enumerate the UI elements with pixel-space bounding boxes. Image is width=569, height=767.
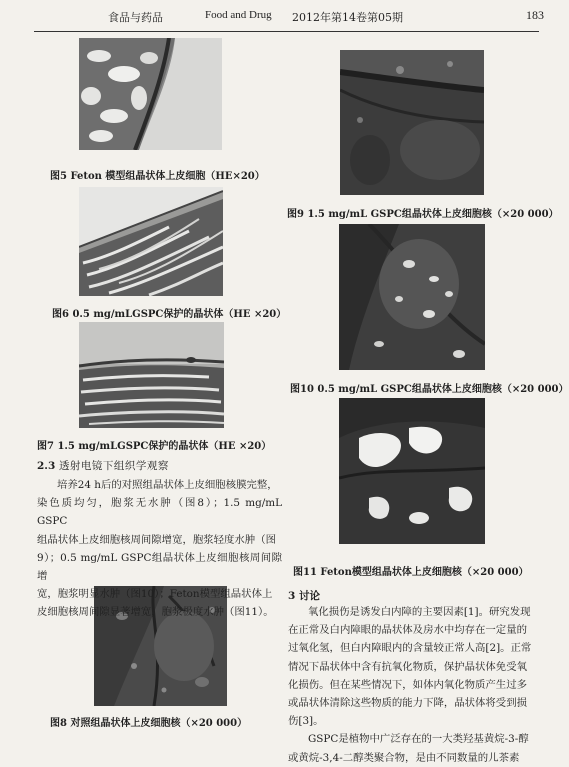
body-line: 宽，胞浆明显水肿（图10）；Feton模型组晶状体上 <box>37 588 273 601</box>
body-line: 皮细胞核周间隙显著增宽，胞浆极度水肿（图11）。 <box>37 606 274 619</box>
figure-9-caption: 图9 1.5 mg/mL GSPC组晶状体上皮细胞核（×20 000） <box>287 209 559 220</box>
figure-7-micrograph <box>79 322 224 428</box>
journal-title-en: Food and Drug <box>205 9 272 21</box>
figure-11-caption: 图11 Feton模型组晶状体上皮细胞核（×20 000） <box>293 567 529 578</box>
figure-11-micrograph <box>339 398 485 544</box>
body-line: 伤[3]。 <box>288 715 324 728</box>
page-number: 183 <box>526 8 544 22</box>
body-line: 过氧化氢，但白内障眼内的含量较正常人高[2]。正常 <box>288 642 532 655</box>
body-line: 氧化损伤是诱发白内障的主要因素[1]。研究发现 <box>308 606 531 618</box>
figure-5-micrograph <box>79 38 222 150</box>
body-line: 培养24 h后的对照组晶状体上皮细胞核膜完整， <box>57 479 278 491</box>
figure-6-micrograph <box>79 187 223 296</box>
figure-10-caption: 图10 0.5 mg/mL GSPC组晶状体上皮细胞核（×20 000） <box>290 384 569 395</box>
section-2-3-number: 2.3 <box>37 460 56 472</box>
section-3-heading: 3 讨论 <box>288 590 320 602</box>
body-line: 化损伤。但在某些情况下，如体内氧化物质产生过多 <box>288 678 527 691</box>
body-line: 情况下晶状体中含有抗氧化物质，保护晶状体免受氧 <box>288 660 527 673</box>
section-2-3-title: 透射电镜下组织学观察 <box>58 460 169 472</box>
figure-5-caption: 图5 Feton 模型组晶状体上皮细胞（HE×20） <box>50 171 265 182</box>
body-line: GSPC是植物中广泛存在的一大类羟基黄烷-3-醇 <box>308 733 529 746</box>
body-line: 或晶状体清除这些物质的能力下降，晶状体将受到损 <box>288 697 527 710</box>
section-2-3-heading <box>37 458 169 473</box>
section-3-body <box>288 603 535 767</box>
body-line: 染色质均匀，胞浆无水肿（图8）；1.5 mg/mL GSPC <box>37 497 282 528</box>
figure-8-caption: 图8 对照组晶状体上皮细胞核（×20 000） <box>50 718 248 729</box>
section-2-3-body <box>37 476 282 622</box>
body-line: 组晶状体上皮细胞核周间隙增宽，胞浆轻度水肿（图 <box>37 533 276 546</box>
figure-9-micrograph <box>340 50 484 195</box>
figure-10-micrograph <box>339 224 485 370</box>
figure-6-caption: 图6 0.5 mg/mLGSPC保护的晶状体（HE ×20） <box>52 309 287 320</box>
body-line: 在正常及白内障眼的晶状体及房水中均存在一定量的 <box>288 624 527 637</box>
running-header <box>0 0 569 30</box>
journal-issue: 2012年第14卷第05期 <box>292 11 403 24</box>
body-line: 或黄烷-3,4-二醇类聚合物，是由不同数量的儿茶素 <box>288 751 520 764</box>
figure-7-caption: 图7 1.5 mg/mLGSPC保护的晶状体（HE ×20） <box>37 441 272 452</box>
body-line: 9）；0.5 mg/mL GSPC组晶状体上皮细胞核周间隙增 <box>37 551 282 583</box>
header-rule <box>34 31 539 32</box>
journal-title-cn: 食品与药品 <box>108 11 163 24</box>
